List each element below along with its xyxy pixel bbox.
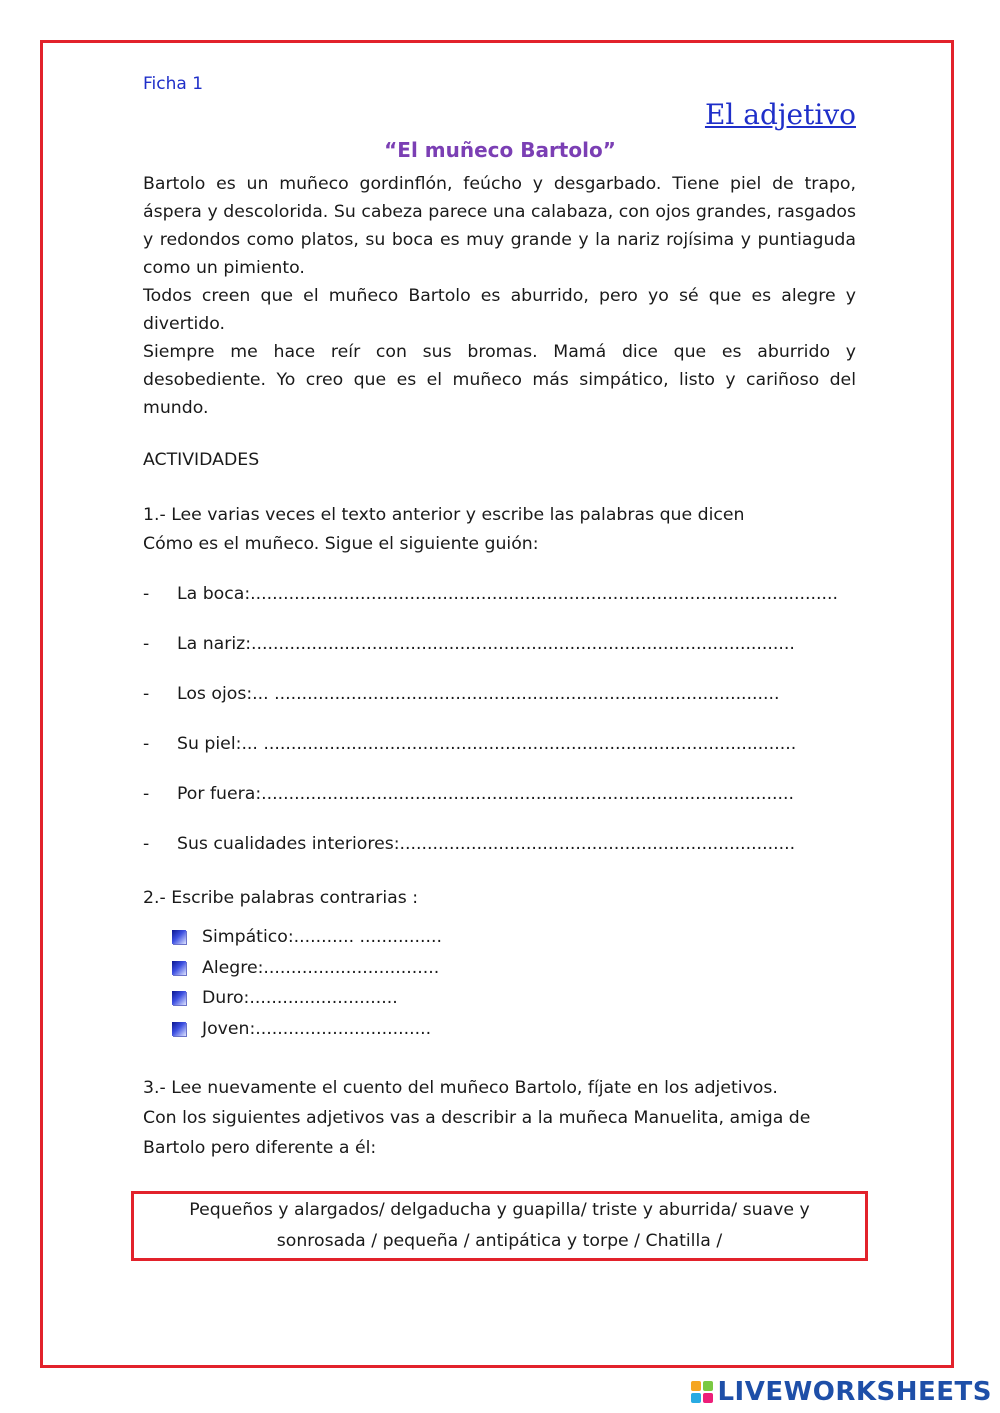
answer-line-boca[interactable]: La boca:........................................................................................................... bbox=[177, 584, 838, 604]
story-paragraph: Bartolo es un muñeco gordinflón, feúcho y desgarbado. Tiene piel de trapo, áspera y descolorida. Su cabeza parece una calabaza, con ojos grandes, rasgados y redondos como platos, su boca es muy grande y la nariz rojísima y puntiaguda como un pimiento. bbox=[143, 174, 856, 278]
guide-item: - Sus cualidades interiores:........................................................................ bbox=[143, 830, 856, 880]
story-title: “El muñeco Bartolo” bbox=[384, 138, 616, 162]
liveworksheets-logo-icon bbox=[691, 1381, 713, 1403]
guide-item: - Los ojos:... ............................................................................................ bbox=[143, 680, 856, 730]
logo-text: LIVEWORKSHEETS bbox=[717, 1377, 992, 1407]
guide-item: - Por fuera:................................................................................................. bbox=[143, 780, 856, 830]
opposites-list bbox=[172, 922, 442, 1044]
word-box-line-2: sonrosada / pequeña / antipática y torpe / Chatilla / bbox=[276, 1231, 723, 1251]
answer-line-por-fuera[interactable]: Por fuera:................................................................................................. bbox=[177, 784, 795, 804]
adjective-word-box bbox=[131, 1191, 868, 1261]
answer-line-cualidades[interactable]: Sus cualidades interiores:........................................................................ bbox=[177, 834, 796, 854]
guide-item: - La nariz:................................................................................................... bbox=[143, 630, 856, 680]
square-bullet-icon bbox=[172, 991, 186, 1005]
question-3-line-3: Bartolo pero diferente a él: bbox=[143, 1138, 377, 1158]
description-guide-list bbox=[143, 580, 856, 880]
word-box-line-1: Pequeños y alargados/ delgaducha y guapilla/ triste y aburrida/ suave y bbox=[189, 1200, 810, 1220]
question-3-line-1: 3.- Lee nuevamente el cuento del muñeco Bartolo, fíjate en los adjetivos. bbox=[143, 1078, 778, 1098]
question-1 bbox=[143, 501, 745, 559]
answer-line-simpatico[interactable]: Simpático:........... ............... bbox=[202, 927, 442, 948]
ficha-label: Ficha 1 bbox=[143, 74, 204, 94]
square-bullet-icon bbox=[172, 1022, 186, 1036]
answer-line-piel[interactable]: Su piel:... ................................................................................................. bbox=[177, 734, 797, 754]
answer-line-alegre[interactable]: Alegre:................................ bbox=[202, 957, 440, 978]
liveworksheets-logo bbox=[691, 1377, 992, 1407]
opposite-item bbox=[172, 953, 442, 984]
topic-title: El adjetivo bbox=[704, 98, 856, 131]
question-3-line-2: Con los siguientes adjetivos vas a describir a la muñeca Manuelita, amiga de bbox=[143, 1108, 811, 1128]
answer-line-ojos[interactable]: Los ojos:... ............................................................................................ bbox=[177, 684, 780, 704]
opposite-item bbox=[172, 983, 442, 1014]
answer-line-joven[interactable]: Joven:................................ bbox=[202, 1018, 432, 1039]
opposite-item bbox=[172, 1014, 442, 1045]
question-1-line-2: Cómo es el muñeco. Sigue el siguiente guión: bbox=[143, 534, 539, 554]
guide-item: - La boca:........................................................................................................... bbox=[143, 580, 856, 630]
question-3 bbox=[143, 1073, 863, 1163]
story-paragraph: Siempre me hace reír con sus bromas. Mamá dice que es aburrido y desobediente. Yo creo que es el muñeco más simpático, listo y cariñoso del mundo. bbox=[143, 342, 856, 418]
guide-item: - Su piel:... ................................................................................................. bbox=[143, 730, 856, 780]
square-bullet-icon bbox=[172, 930, 186, 944]
story-paragraph: Todos creen que el muñeco Bartolo es aburrido, pero yo sé que es alegre y divertido. bbox=[143, 286, 856, 334]
opposite-item bbox=[172, 922, 442, 953]
answer-line-nariz[interactable]: La nariz:................................................................................................... bbox=[177, 634, 795, 654]
story-text bbox=[143, 170, 856, 422]
question-2: 2.- Escribe palabras contrarias : bbox=[143, 888, 419, 908]
question-1-line-1: 1.- Lee varias veces el texto anterior y escribe las palabras que dicen bbox=[143, 505, 745, 525]
answer-line-duro[interactable]: Duro:........................... bbox=[202, 988, 398, 1009]
activities-heading: ACTIVIDADES bbox=[143, 450, 260, 470]
square-bullet-icon bbox=[172, 961, 186, 975]
